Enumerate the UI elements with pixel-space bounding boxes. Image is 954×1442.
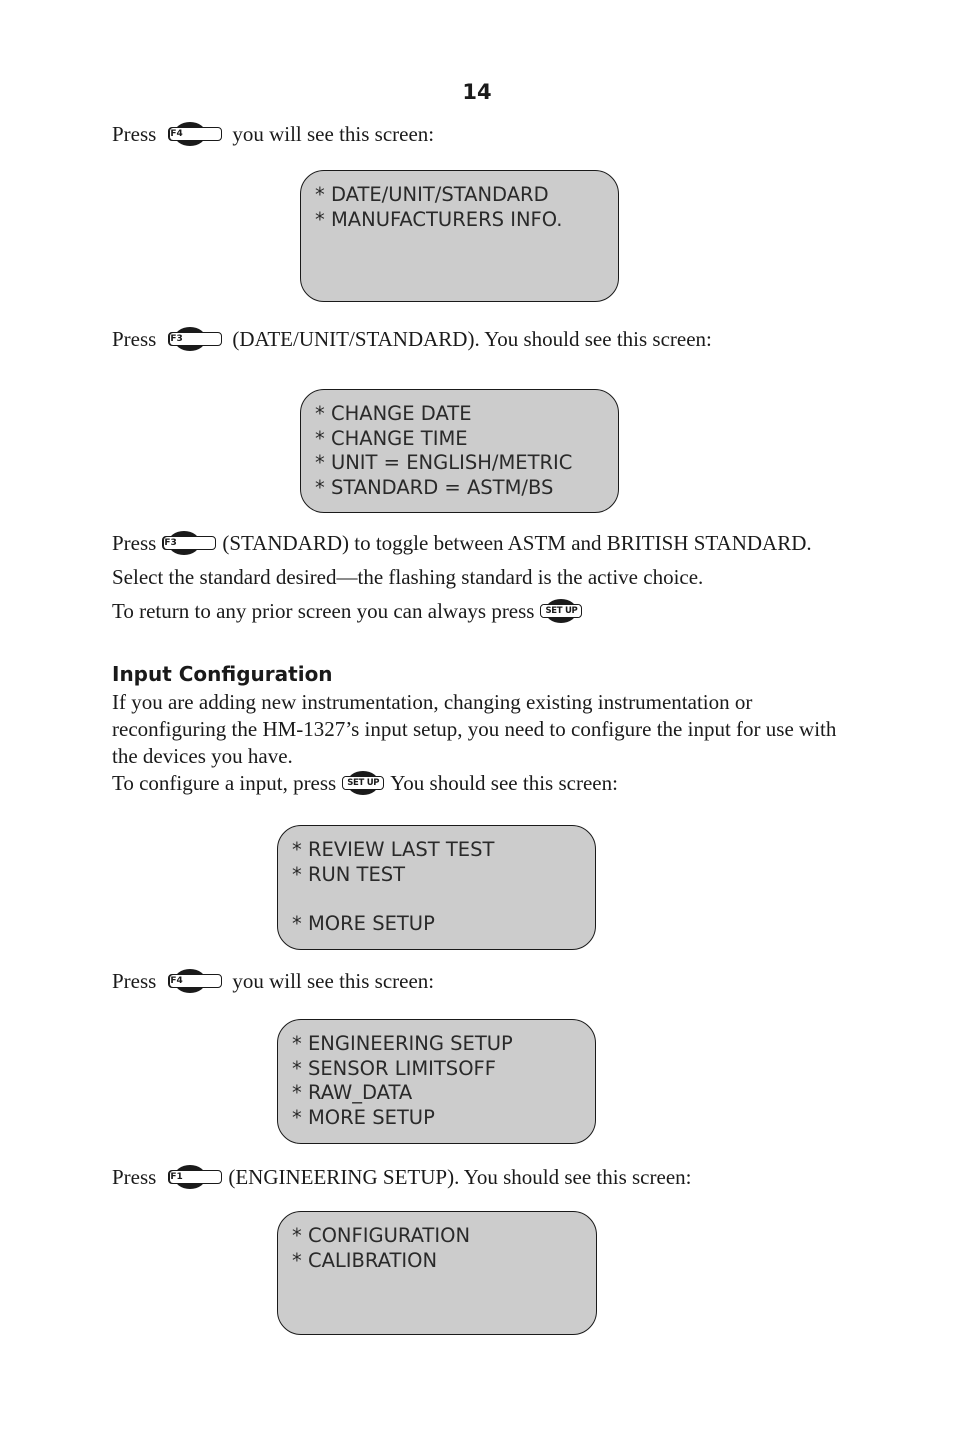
lcd-screen-1	[300, 170, 619, 302]
screen-row: * REVIEW LAST TEST	[292, 838, 495, 861]
press-word: Press	[112, 1165, 157, 1189]
instruction-text: (STANDARD) to toggle between ASTM and BRITISH STANDARD.	[222, 531, 812, 555]
f1-key-icon: F1	[168, 1165, 222, 1189]
lcd-screen-4	[277, 1019, 596, 1144]
screen-row: * UNIT = ENGLISH/METRIC	[315, 451, 573, 475]
f3-key-icon: F3	[162, 531, 216, 555]
lcd-screen-3	[277, 825, 596, 950]
instruction-text: To configure a input, press	[112, 771, 337, 795]
screen-row: * MORE SETUP	[292, 1106, 435, 1130]
screen-row: * MANUFACTURERS INFO.	[315, 207, 563, 231]
instruction-press-f3-standard	[112, 530, 812, 557]
screen-row: * CHANGE DATE	[315, 402, 472, 425]
screen-row: * SENSOR LIMITSOFF	[292, 1056, 496, 1080]
f4-key-icon: F4	[168, 969, 222, 993]
instruction-text: (ENGINEERING SETUP). You should see this screen:	[228, 1165, 692, 1189]
f3-key-icon: F3	[168, 327, 222, 351]
lcd-screen-5	[277, 1211, 597, 1335]
instruction-select-standard: Select the standard desired—the flashing standard is the active choice.	[112, 565, 704, 589]
instruction-text: (DATE/UNIT/STANDARD). You should see this screen:	[232, 327, 712, 351]
f4-key-icon: F4	[168, 122, 222, 146]
instruction-press-f3	[112, 326, 712, 353]
press-word: Press	[112, 327, 157, 351]
instruction-return	[112, 598, 588, 625]
instruction-press-f4-2	[112, 968, 434, 995]
instruction-text: you will see this screen:	[232, 969, 435, 993]
setup-key-icon: SET UP	[540, 599, 582, 623]
screen-row	[292, 887, 581, 912]
instruction-press-f4	[112, 121, 434, 148]
screen-row: * STANDARD = ASTM/BS	[315, 476, 554, 500]
screen-row: * RAW_DATA	[292, 1081, 413, 1105]
screen-row: * MORE SETUP	[292, 912, 435, 936]
instruction-press-f1	[112, 1164, 691, 1191]
instruction-text: you will see this screen:	[232, 122, 435, 146]
setup-key-icon: SET UP	[342, 771, 384, 795]
instruction-text: You should see this screen:	[390, 771, 618, 795]
press-word: Press	[112, 969, 157, 993]
screen-row: * DATE/UNIT/STANDARD	[315, 183, 549, 206]
page-number: 14	[462, 80, 492, 104]
lcd-screen-2	[300, 389, 619, 513]
section-heading: Input Configuration	[112, 662, 333, 686]
body-paragraph: If you are adding new instrumentation, changing existing instrumentation or reconfiguring the HM-1327’s input setup, you need to configure the input for use with the devices you have.	[112, 690, 837, 768]
screen-row: * CALIBRATION	[292, 1248, 438, 1272]
instruction-text: To return to any prior screen you can always press	[112, 599, 535, 623]
screen-row: * RUN TEST	[292, 862, 406, 886]
instruction-configure-input	[112, 770, 618, 797]
screen-row: * CHANGE TIME	[315, 426, 468, 450]
screen-row: * ENGINEERING SETUP	[292, 1032, 513, 1055]
press-word: Press	[112, 531, 157, 555]
screen-row: * CONFIGURATION	[292, 1224, 471, 1247]
press-word: Press	[112, 122, 157, 146]
